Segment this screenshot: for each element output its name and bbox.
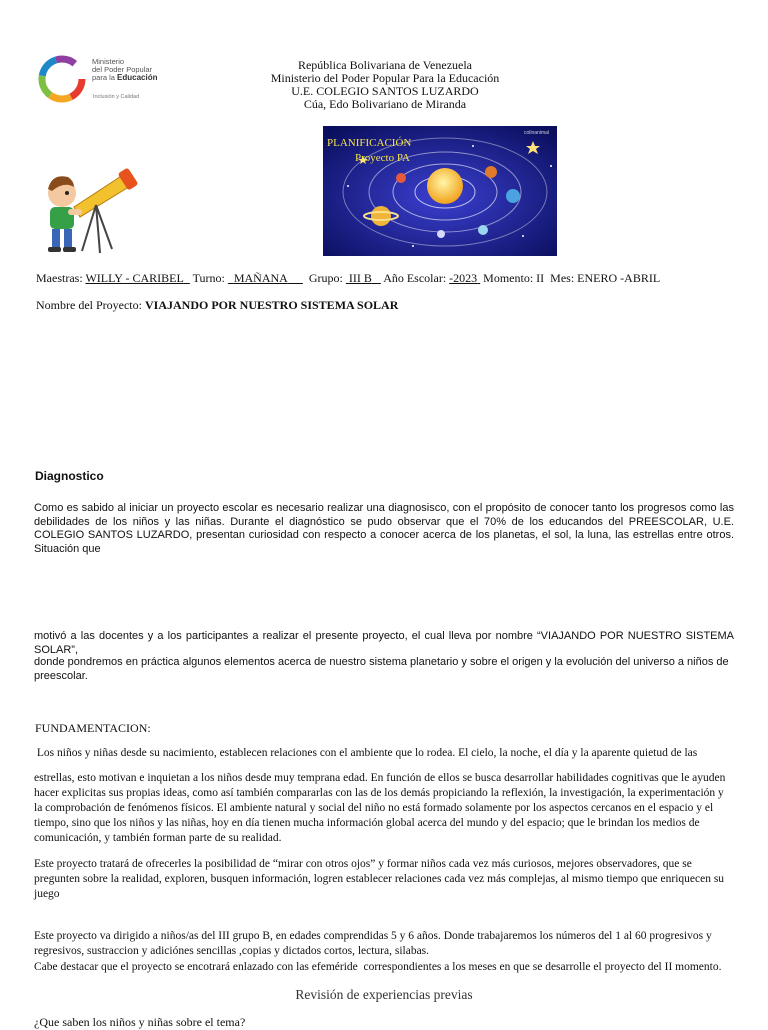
fundamentacion-paragraph-1: Los niños y niñas desde su nacimiento, establecen relaciones con el ambiente que lo rodea. El cielo, la noche, el día y la aparente quietud de las [34, 747, 698, 759]
momento-label: Momento: [483, 271, 534, 285]
header-line-4: Cúa, Edo Bolivariano de Miranda [303, 97, 467, 111]
anio-label: Año Escolar: [383, 271, 447, 285]
anio-value: -2023 [449, 271, 478, 285]
logo-tagline: Inclusión y Calidad [93, 94, 140, 100]
logo-line-3: para la [92, 73, 115, 82]
diagnostico-paragraph-3: donde pondremos en práctica algunos elementos acerca de nuestro sistema planetario y sobre el origen y la evolución del universo a niños de preescolar. [34, 656, 729, 682]
diagnostico-paragraph-2: motivó a las docentes y a los participantes a realizar el presente proyecto, el cual lleva por nombre “VIAJANDO POR NUESTRO SISTEMA SOLAR”, [34, 630, 734, 656]
banner-title: PLANIFICACIÓN [327, 137, 412, 149]
solar-system-banner [323, 126, 557, 256]
info-line [36, 271, 756, 286]
revision-question: ¿Que saben los niños y niñas sobre el tema? [34, 1015, 246, 1029]
logo-line-1: Ministerio [92, 57, 125, 66]
fundamentacion-paragraph-4: Este proyecto va dirigido a niños/as del III grupo B, en edades comprendidas 5 y 6 años. Donde trabajaremos los números del 1 al 60 progresivos y regresivos, sustraccion y adiciónes sencillas ,copias y dictados cortos, lectura, silabas. [34, 930, 712, 957]
mes-value: ENERO -ABRIL [577, 271, 661, 285]
diagnostico-heading: Diagnostico [35, 469, 104, 483]
mes-label: Mes: [550, 271, 575, 285]
momento-value: II [536, 271, 545, 285]
header-line-2: Ministerio del Poder Popular Para la Educación [270, 71, 500, 85]
ministry-logo [36, 52, 176, 108]
logo-line-3b: Educación [117, 73, 158, 82]
fundamentacion-paragraph-5: Cabe destacar que el proyecto se encotrará enlazado con las efeméride correspondientes a los meses en que se desarrolle el proyecto del II momento. [34, 961, 722, 973]
header-line-3: U.E. COLEGIO SANTOS LUZARDO [291, 84, 479, 98]
ministry-logo-icon [36, 54, 88, 104]
fundamentacion-heading: FUNDAMENTACION: [35, 721, 151, 735]
grupo-label: Grupo: [308, 271, 343, 285]
maestras-label: Maestras: [36, 271, 83, 285]
diagnostico-paragraph-1: Como es sabido al iniciar un proyecto escolar es necesario realizar una diagnosisco, con el propósito de conocer tanto los progresos como las debilidades de los niños y las niñas. Durante el diagnóstico se pudo observar que el 70% de los educandos del PREESCOLAR, U.E. COLEGIO SANTOS LUZARDO, presentan curiosidad con respecto a conocer acerca de los planetas, el sol, la luna, las estrellas entre otros. Situación que [34, 502, 734, 555]
fundamentacion-paragraph-3: Este proyecto tratará de ofrecerles la posibilidad de “mirar con otros ojos” y formar niños cada vez más curiosos, mejores observadores, que se pregunten sobre la realidad, exploren, busquen información, logren establecer relaciones cada vez más complejas, al mismo tiempo que enriquecen su juego [34, 858, 725, 900]
fundamentacion-paragraph-2: estrellas, esto motivan e inquietan a los niños desde muy temprana edad. En función de ellos se busca desarrollar habilidades cognitivas que le ayuden hacer explicitas sus propias ideas, como así también compararlas con las de los demás propiciando la reflexión, la investigación, la experimentación y la comprobación de fenómenos físicos. El ambiente natural y social del niño no está formado solamente por los aspectos cercanos en el espacio y el tiempo, sino que los niños y las niñas, hoy en día tienen mucha información global acerca del mundo y del espacio; que le brindan los medios de comunicación, y también forman parte de su realidad. [34, 772, 726, 844]
grupo-value: III B [348, 271, 372, 285]
turno-label: Turno: [192, 271, 225, 285]
logo-line-2: del Poder Popular [92, 65, 153, 74]
maestras-value: WILLY - CARIBEL [85, 271, 184, 285]
banner-corner-text: colinanimal [523, 130, 549, 136]
project-line [36, 298, 398, 313]
revision-heading: Revisión de experiencias previas [295, 987, 473, 1002]
project-name: VIAJANDO POR NUESTRO SISTEMA SOLAR [144, 298, 399, 312]
child-telescope-illustration [34, 163, 144, 255]
banner-subtitle: Proyecto PA [355, 152, 410, 164]
header-line-1: República Bolivariana de Venezuela [297, 58, 473, 72]
turno-value: MAÑANA [233, 271, 288, 285]
project-label: Nombre del Proyecto: [36, 298, 142, 312]
